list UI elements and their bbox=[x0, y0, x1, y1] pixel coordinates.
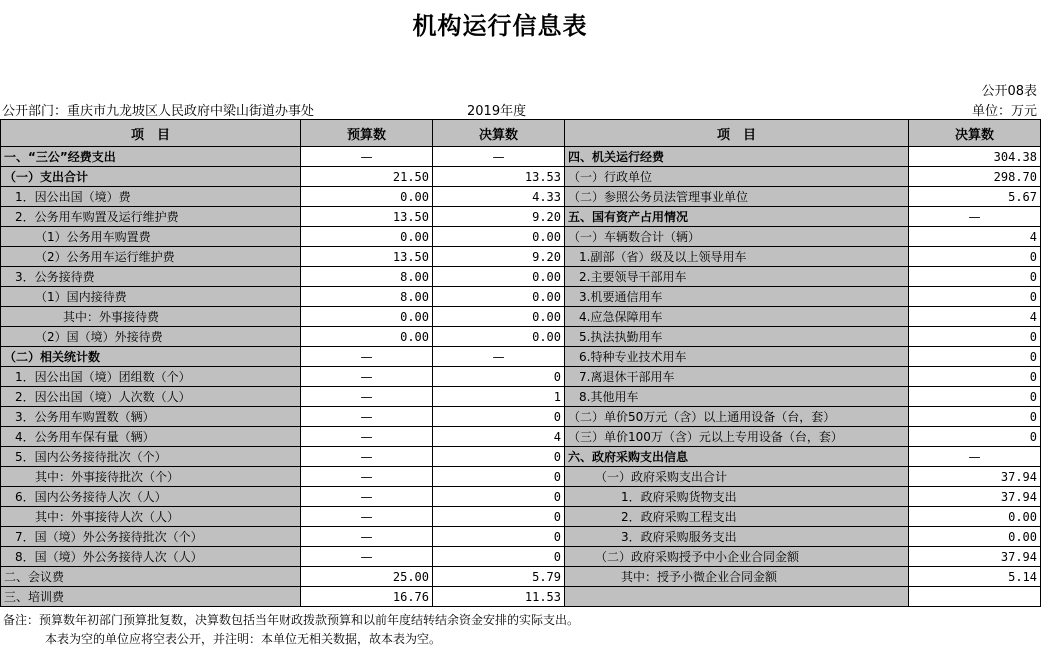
final-cell: 0 bbox=[433, 407, 565, 427]
form-code: 公开08表 bbox=[981, 84, 1037, 99]
final-cell: 0 bbox=[433, 527, 565, 547]
right-row-label bbox=[565, 587, 909, 607]
final-cell: 0 bbox=[433, 447, 565, 467]
budget-cell: 25.00 bbox=[301, 567, 433, 587]
row-label: 6．国内公务接待人次（人） bbox=[1, 487, 301, 507]
right-final-cell: 0 bbox=[909, 247, 1041, 267]
table-row bbox=[1, 467, 1041, 487]
budget-cell: — bbox=[301, 367, 433, 387]
table-row bbox=[1, 447, 1041, 467]
footnote-remark: 备注：预算数年初部门预算批复数，决算数包括当年财政拨款预算和以前年度结转结余资金安排的实际支出。 bbox=[3, 613, 580, 627]
final-cell: — bbox=[433, 147, 565, 167]
row-label: （1）国内接待费 bbox=[1, 287, 301, 307]
right-final-cell: 0 bbox=[909, 427, 1041, 447]
table-row bbox=[1, 307, 1041, 327]
right-row-label: 其中：授予小微企业合同金额 bbox=[565, 567, 909, 587]
budget-cell: 0.00 bbox=[301, 327, 433, 347]
final-cell: 0 bbox=[433, 487, 565, 507]
final-cell: 5.79 bbox=[433, 567, 565, 587]
budget-cell: 21.50 bbox=[301, 167, 433, 187]
right-final-cell: 0 bbox=[909, 367, 1041, 387]
right-row-label: （一）车辆数合计（辆） bbox=[565, 227, 909, 247]
row-label: 其中：外事接待人次（人） bbox=[1, 507, 301, 527]
right-row-label: 3．政府采购服务支出 bbox=[565, 527, 909, 547]
right-row-label: 5.执法执勤用车 bbox=[565, 327, 909, 347]
budget-cell: — bbox=[301, 147, 433, 167]
right-row-label: （二）单价50万元（含）以上通用设备（台，套） bbox=[565, 407, 909, 427]
row-label: （2）国（境）外接待费 bbox=[1, 327, 301, 347]
table-row bbox=[1, 367, 1041, 387]
table-row bbox=[1, 227, 1041, 247]
unit-label: 单位：万元 bbox=[971, 104, 1037, 119]
right-row-label: 1.副部（省）级及以上领导用车 bbox=[565, 247, 909, 267]
header-item-right: 项 目 bbox=[565, 120, 909, 147]
budget-cell: 0.00 bbox=[301, 307, 433, 327]
right-final-cell: 37.94 bbox=[909, 547, 1041, 567]
budget-cell: 8.00 bbox=[301, 267, 433, 287]
header-row bbox=[1, 120, 1041, 147]
row-label: （2）公务用车运行维护费 bbox=[1, 247, 301, 267]
department-label: 公开部门：重庆市九龙坡区人民政府中梁山街道办事处 bbox=[2, 104, 315, 119]
right-row-label: 五、国有资产占用情况 bbox=[565, 207, 909, 227]
final-cell: 11.53 bbox=[433, 587, 565, 607]
table-row bbox=[1, 287, 1041, 307]
right-final-cell: 0 bbox=[909, 327, 1041, 347]
row-label: 其中：外事接待费 bbox=[1, 307, 301, 327]
final-cell: 0.00 bbox=[433, 267, 565, 287]
right-row-label: 六、政府采购支出信息 bbox=[565, 447, 909, 467]
budget-cell: 8.00 bbox=[301, 287, 433, 307]
final-cell: 0 bbox=[433, 467, 565, 487]
row-label: 3．公务用车购置数（辆） bbox=[1, 407, 301, 427]
row-label: 2．公务用车购置及运行维护费 bbox=[1, 207, 301, 227]
budget-cell: 16.76 bbox=[301, 587, 433, 607]
row-label: 3．公务接待费 bbox=[1, 267, 301, 287]
right-row-label: 四、机关运行经费 bbox=[565, 147, 909, 167]
final-cell: 0 bbox=[433, 367, 565, 387]
budget-cell: — bbox=[301, 547, 433, 567]
right-row-label: 7.离退休干部用车 bbox=[565, 367, 909, 387]
budget-cell: — bbox=[301, 467, 433, 487]
right-final-cell bbox=[909, 587, 1041, 607]
table-row bbox=[1, 167, 1041, 187]
table-row bbox=[1, 587, 1041, 607]
final-cell: 13.53 bbox=[433, 167, 565, 187]
table-row bbox=[1, 487, 1041, 507]
footnote-empty-table: 本表为空的单位应将空表公开，并注明：本单位无相关数据，故本表为空。 bbox=[45, 632, 442, 646]
page-title: 机构运行信息表 bbox=[412, 12, 588, 40]
budget-cell: — bbox=[301, 507, 433, 527]
row-label: 4．公务用车保有量（辆） bbox=[1, 427, 301, 447]
budget-cell: — bbox=[301, 347, 433, 367]
right-row-label: （一）行政单位 bbox=[565, 167, 909, 187]
row-label: 1．因公出国（境）团组数（个） bbox=[1, 367, 301, 387]
header-item: 项 目 bbox=[1, 120, 301, 147]
right-final-cell: 0 bbox=[909, 347, 1041, 367]
row-label: 2．因公出国（境）人次数（人） bbox=[1, 387, 301, 407]
right-row-label: 1．政府采购货物支出 bbox=[565, 487, 909, 507]
table-row bbox=[1, 187, 1041, 207]
budget-cell: 13.50 bbox=[301, 207, 433, 227]
right-final-cell: 37.94 bbox=[909, 487, 1041, 507]
final-cell: 4.33 bbox=[433, 187, 565, 207]
table-row bbox=[1, 427, 1041, 447]
header-final: 决算数 bbox=[433, 120, 565, 147]
table-row bbox=[1, 507, 1041, 527]
budget-cell: 0.00 bbox=[301, 187, 433, 207]
header-budget: 预算数 bbox=[301, 120, 433, 147]
right-final-cell: 298.70 bbox=[909, 167, 1041, 187]
right-final-cell: 0 bbox=[909, 407, 1041, 427]
right-row-label: 6.特种专业技术用车 bbox=[565, 347, 909, 367]
budget-cell: — bbox=[301, 407, 433, 427]
table-row bbox=[1, 547, 1041, 567]
row-label: （二）相关统计数 bbox=[1, 347, 301, 367]
right-row-label: 3.机要通信用车 bbox=[565, 287, 909, 307]
right-final-cell: 0.00 bbox=[909, 507, 1041, 527]
row-label: 二、会议费 bbox=[1, 567, 301, 587]
budget-cell: — bbox=[301, 387, 433, 407]
row-label: 5．国内公务接待批次（个） bbox=[1, 447, 301, 467]
final-cell: 0.00 bbox=[433, 227, 565, 247]
final-cell: 9.20 bbox=[433, 247, 565, 267]
right-row-label: 4.应急保障用车 bbox=[565, 307, 909, 327]
row-label: 其中：外事接待批次（个） bbox=[1, 467, 301, 487]
row-label: 1．因公出国（境）费 bbox=[1, 187, 301, 207]
table-row bbox=[1, 387, 1041, 407]
budget-cell: 13.50 bbox=[301, 247, 433, 267]
final-cell: 0.00 bbox=[433, 307, 565, 327]
table-row bbox=[1, 327, 1041, 347]
right-final-cell: 5.67 bbox=[909, 187, 1041, 207]
table-row bbox=[1, 247, 1041, 267]
right-final-cell: 0.00 bbox=[909, 527, 1041, 547]
report-year: 2019年度 bbox=[467, 104, 527, 119]
final-cell: 0.00 bbox=[433, 327, 565, 347]
right-row-label: （一）政府采购支出合计 bbox=[565, 467, 909, 487]
right-row-label: （二）政府采购授予中小企业合同金额 bbox=[565, 547, 909, 567]
final-cell: 4 bbox=[433, 427, 565, 447]
right-final-cell: 4 bbox=[909, 307, 1041, 327]
table-row bbox=[1, 267, 1041, 287]
budget-cell: — bbox=[301, 447, 433, 467]
right-final-cell: — bbox=[909, 447, 1041, 467]
final-cell: 0 bbox=[433, 507, 565, 527]
table-row bbox=[1, 567, 1041, 587]
right-row-label: （三）单价100万（含）元以上专用设备（台，套） bbox=[565, 427, 909, 447]
header-final-right: 决算数 bbox=[909, 120, 1041, 147]
info-table bbox=[0, 119, 1041, 607]
row-label: 三、培训费 bbox=[1, 587, 301, 607]
final-cell: 0.00 bbox=[433, 287, 565, 307]
right-row-label: （二）参照公务员法管理事业单位 bbox=[565, 187, 909, 207]
final-cell: 1 bbox=[433, 387, 565, 407]
final-cell: — bbox=[433, 347, 565, 367]
row-label: 8．国（境）外公务接待人次（人） bbox=[1, 547, 301, 567]
row-label: （1）公务用车购置费 bbox=[1, 227, 301, 247]
right-final-cell: 0 bbox=[909, 387, 1041, 407]
final-cell: 9.20 bbox=[433, 207, 565, 227]
table-row bbox=[1, 527, 1041, 547]
final-cell: 0 bbox=[433, 547, 565, 567]
row-label: 一、“三公”经费支出 bbox=[1, 147, 301, 167]
right-row-label: 2.主要领导干部用车 bbox=[565, 267, 909, 287]
row-label: 7．国（境）外公务接待批次（个） bbox=[1, 527, 301, 547]
right-final-cell: 0 bbox=[909, 267, 1041, 287]
right-final-cell: 37.94 bbox=[909, 467, 1041, 487]
table-row bbox=[1, 347, 1041, 367]
row-label: （一）支出合计 bbox=[1, 167, 301, 187]
right-row-label: 2．政府采购工程支出 bbox=[565, 507, 909, 527]
table-row bbox=[1, 407, 1041, 427]
right-row-label: 8.其他用车 bbox=[565, 387, 909, 407]
budget-cell: — bbox=[301, 487, 433, 507]
right-final-cell: — bbox=[909, 207, 1041, 227]
right-final-cell: 4 bbox=[909, 227, 1041, 247]
right-final-cell: 5.14 bbox=[909, 567, 1041, 587]
right-final-cell: 0 bbox=[909, 287, 1041, 307]
budget-cell: — bbox=[301, 427, 433, 447]
budget-cell: — bbox=[301, 527, 433, 547]
budget-cell: 0.00 bbox=[301, 227, 433, 247]
table-row bbox=[1, 147, 1041, 167]
table-row bbox=[1, 207, 1041, 227]
right-final-cell: 304.38 bbox=[909, 147, 1041, 167]
